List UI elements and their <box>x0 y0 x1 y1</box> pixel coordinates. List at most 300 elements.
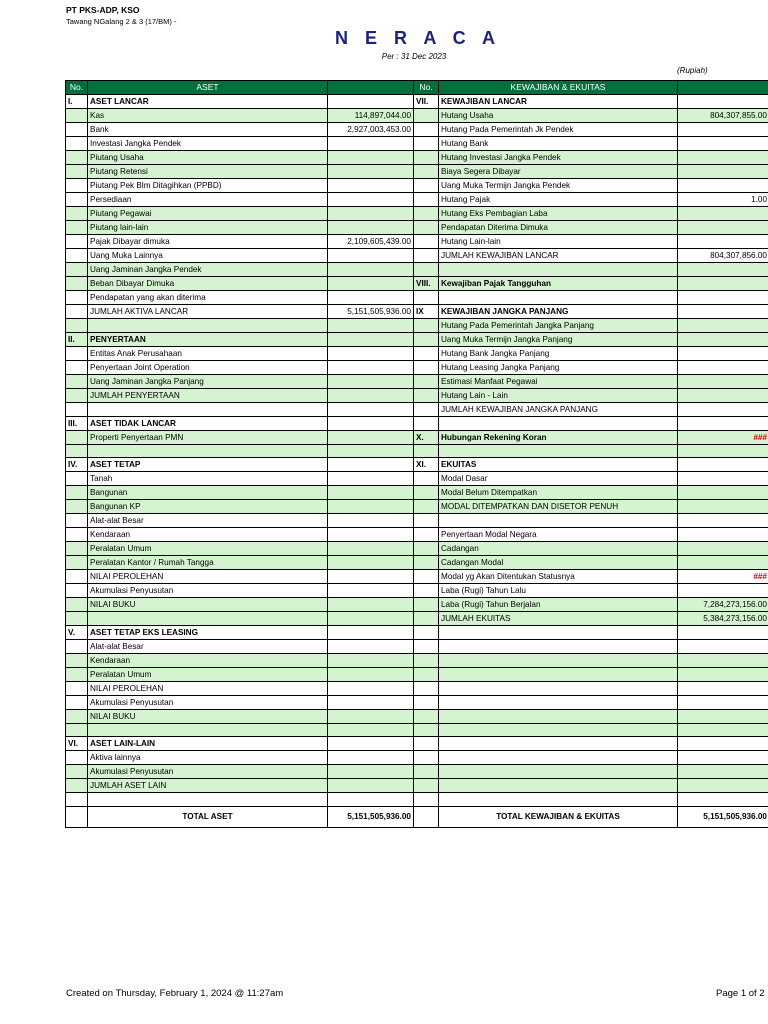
row-left-value <box>328 584 414 598</box>
row-left-number <box>66 193 88 207</box>
row-right-account: Hutang Pada Pemerintah Jangka Panjang <box>439 319 678 333</box>
table-row <box>66 710 768 724</box>
row-right-value <box>678 179 768 193</box>
row-left-value: 5,151,505,936.00 <box>328 305 414 319</box>
row-left-value <box>328 179 414 193</box>
table-row <box>66 263 768 277</box>
col-header-kewajiban: KEWAJIBAN & EKUITAS <box>439 81 678 95</box>
row-left-account: Kendaraan <box>88 528 328 542</box>
table-row <box>66 291 768 305</box>
table-row <box>66 779 768 793</box>
row-left-number <box>66 277 88 291</box>
row-left-account: Uang Jaminan Jangka Panjang <box>88 375 328 389</box>
row-left-account: Akumulasi Penyusutan <box>88 584 328 598</box>
row-right-account: Hutang Pajak <box>439 193 678 207</box>
row-left-value <box>328 221 414 235</box>
row-left-number <box>66 598 88 612</box>
table-row <box>66 109 768 123</box>
row-right-number <box>414 668 439 682</box>
row-right-account <box>439 765 678 779</box>
row-left-number <box>66 486 88 500</box>
row-right-value <box>678 500 768 514</box>
row-left-number <box>66 347 88 361</box>
table-row <box>66 793 768 806</box>
row-right-number <box>414 151 439 165</box>
row-right-number <box>414 263 439 277</box>
row-right-number <box>414 417 439 431</box>
row-right-number <box>414 654 439 668</box>
row-right-value <box>678 682 768 696</box>
row-left-number <box>66 151 88 165</box>
row-right-number <box>414 710 439 724</box>
row-right-account <box>439 626 678 640</box>
table-row <box>66 737 768 751</box>
row-left-account: Uang Muka Lainnya <box>88 249 328 263</box>
row-right-account <box>439 445 678 458</box>
row-right-number <box>414 500 439 514</box>
row-right-number <box>414 291 439 305</box>
row-left-account: Penyertaan Joint Operation <box>88 361 328 375</box>
table-row <box>66 277 768 291</box>
table-row <box>66 500 768 514</box>
table-row <box>66 151 768 165</box>
row-right-value <box>678 263 768 277</box>
row-left-value <box>328 472 414 486</box>
footer-page: Page 1 of 2 <box>716 988 765 999</box>
row-left-account: Investasi Jangka Pendek <box>88 137 328 151</box>
row-left-number <box>66 556 88 570</box>
row-right-account: Estimasi Manfaat Pegawai <box>439 375 678 389</box>
row-left-value <box>328 751 414 765</box>
col-header-kewajiban-value <box>678 81 768 95</box>
table-row <box>66 570 768 584</box>
row-left-account: Alat-alat Besar <box>88 514 328 528</box>
row-left-account: Akumulasi Penyusutan <box>88 696 328 710</box>
row-right-account: Cadangan Modal <box>439 556 678 570</box>
table-row <box>66 375 768 389</box>
row-right-value <box>678 319 768 333</box>
table-row <box>66 319 768 333</box>
row-left-value <box>328 793 414 806</box>
row-left-number <box>66 710 88 724</box>
total-kewajiban-label: TOTAL KEWAJIBAN & EKUITAS <box>439 806 678 827</box>
row-right-value: 804,307,855.00 <box>678 109 768 123</box>
row-left-account <box>88 445 328 458</box>
row-left-account: PENYERTAAN <box>88 333 328 347</box>
row-left-value <box>328 361 414 375</box>
row-right-value <box>678 458 768 472</box>
row-left-value: 2,927,003,453.00 <box>328 123 414 137</box>
row-left-account: NILAI BUKU <box>88 710 328 724</box>
table-row <box>66 403 768 417</box>
table-row <box>66 347 768 361</box>
total-aset-label: TOTAL ASET <box>88 806 328 827</box>
row-left-account: Akumulasi Penyusutan <box>88 765 328 779</box>
row-left-number: IV. <box>66 458 88 472</box>
row-left-value <box>328 542 414 556</box>
row-left-value <box>328 500 414 514</box>
row-right-value <box>678 737 768 751</box>
row-right-number <box>414 626 439 640</box>
row-left-value <box>328 333 414 347</box>
row-right-number <box>414 137 439 151</box>
row-left-value <box>328 710 414 724</box>
row-left-account: NILAI BUKU <box>88 598 328 612</box>
table-row <box>66 235 768 249</box>
row-left-number <box>66 640 88 654</box>
row-right-account: Pendapatan Diterima Dimuka <box>439 221 678 235</box>
row-left-value: 114,897,044.00 <box>328 109 414 123</box>
report-title: N E R A C A <box>334 28 501 48</box>
row-right-value <box>678 626 768 640</box>
table-row <box>66 123 768 137</box>
row-right-value <box>678 123 768 137</box>
row-left-account: Peralatan Umum <box>88 668 328 682</box>
row-right-number <box>414 640 439 654</box>
table-row <box>66 137 768 151</box>
row-left-account: Bank <box>88 123 328 137</box>
row-right-number <box>414 193 439 207</box>
row-right-account: Hutang Lain-lain <box>439 235 678 249</box>
row-right-account: Modal yg Akan Ditentukan Statusnya <box>439 570 678 584</box>
table-row <box>66 361 768 375</box>
table-row <box>66 528 768 542</box>
row-right-number <box>414 696 439 710</box>
row-right-number: VII. <box>414 95 439 109</box>
col-header-aset-value <box>328 81 414 95</box>
table-row <box>66 95 768 109</box>
row-right-account <box>439 640 678 654</box>
row-left-account: Kas <box>88 109 328 123</box>
row-left-account: NILAI PEROLEHAN <box>88 682 328 696</box>
row-left-number <box>66 514 88 528</box>
row-right-value: 1.00 <box>678 193 768 207</box>
row-left-value <box>328 277 414 291</box>
row-right-account: Hutang Leasing Jangka Panjang <box>439 361 678 375</box>
row-left-account: Tanah <box>88 472 328 486</box>
row-left-account: Bangunan <box>88 486 328 500</box>
row-right-value <box>678 472 768 486</box>
row-right-number <box>414 235 439 249</box>
row-right-account: Hutang Eks Pembagian Laba <box>439 207 678 221</box>
row-right-value <box>678 361 768 375</box>
row-right-account <box>439 779 678 793</box>
row-left-value <box>328 389 414 403</box>
row-right-value <box>678 668 768 682</box>
row-right-number <box>414 249 439 263</box>
row-right-number <box>414 682 439 696</box>
row-right-value <box>678 696 768 710</box>
row-right-account <box>439 291 678 305</box>
row-left-value <box>328 612 414 626</box>
row-left-value <box>328 528 414 542</box>
row-right-value <box>678 305 768 319</box>
row-right-number <box>414 123 439 137</box>
row-left-number <box>66 696 88 710</box>
table-row <box>66 445 768 458</box>
row-right-account <box>439 682 678 696</box>
row-left-number <box>66 319 88 333</box>
table-row <box>66 179 768 193</box>
row-right-value <box>678 584 768 598</box>
row-left-account: Uang Jaminan Jangka Pendek <box>88 263 328 277</box>
row-right-account: Modal Belum Ditempatkan <box>439 486 678 500</box>
row-left-number <box>66 751 88 765</box>
row-left-number <box>66 500 88 514</box>
row-left-value <box>328 765 414 779</box>
table-row <box>66 486 768 500</box>
row-left-number <box>66 528 88 542</box>
row-right-account <box>439 793 678 806</box>
table-row <box>66 417 768 431</box>
row-right-number <box>414 403 439 417</box>
row-right-number <box>414 793 439 806</box>
row-right-value <box>678 779 768 793</box>
row-right-value <box>678 640 768 654</box>
row-right-account: KEWAJIBAN JANGKA PANJANG <box>439 305 678 319</box>
row-left-value <box>328 445 414 458</box>
table-row <box>66 612 768 626</box>
row-right-number <box>414 584 439 598</box>
row-left-number <box>66 682 88 696</box>
row-right-account: KEWAJIBAN LANCAR <box>439 95 678 109</box>
row-left-number <box>66 668 88 682</box>
row-left-value <box>328 319 414 333</box>
row-right-account: Cadangan <box>439 542 678 556</box>
row-left-number <box>66 542 88 556</box>
row-left-number <box>66 779 88 793</box>
row-right-account: Laba (Rugi) Tahun Berjalan <box>439 598 678 612</box>
row-right-number: IX <box>414 305 439 319</box>
row-right-value <box>678 235 768 249</box>
row-right-number: XI. <box>414 458 439 472</box>
row-right-number <box>414 445 439 458</box>
row-right-value <box>678 556 768 570</box>
row-right-number <box>414 109 439 123</box>
row-left-value <box>328 668 414 682</box>
row-right-number <box>414 333 439 347</box>
row-left-account: Piutang Retensi <box>88 165 328 179</box>
row-right-value <box>678 151 768 165</box>
row-right-value <box>678 347 768 361</box>
row-right-value: 804,307,856.00 <box>678 249 768 263</box>
row-left-number: I. <box>66 95 88 109</box>
row-left-number <box>66 765 88 779</box>
row-right-number <box>414 375 439 389</box>
row-left-value <box>328 291 414 305</box>
row-right-number <box>414 528 439 542</box>
row-right-account: EKUITAS <box>439 458 678 472</box>
row-right-number <box>414 751 439 765</box>
row-right-value <box>678 375 768 389</box>
row-right-value <box>678 417 768 431</box>
row-right-account <box>439 696 678 710</box>
row-left-number <box>66 291 88 305</box>
row-right-number <box>414 472 439 486</box>
row-right-account <box>439 263 678 277</box>
row-left-value <box>328 570 414 584</box>
table-row <box>66 193 768 207</box>
row-left-account: Piutang Pek Blm Ditagihkan (PPBD) <box>88 179 328 193</box>
row-right-account <box>439 417 678 431</box>
row-left-value <box>328 514 414 528</box>
table-row <box>66 556 768 570</box>
table-row <box>66 389 768 403</box>
row-left-value <box>328 696 414 710</box>
row-left-value <box>328 95 414 109</box>
row-left-value <box>328 654 414 668</box>
row-left-number <box>66 235 88 249</box>
row-right-account <box>439 654 678 668</box>
row-left-value <box>328 207 414 221</box>
row-left-value <box>328 737 414 751</box>
row-left-account <box>88 403 328 417</box>
table-row <box>66 598 768 612</box>
row-left-number: V. <box>66 626 88 640</box>
table-row <box>66 584 768 598</box>
row-right-value: ### <box>678 431 768 445</box>
table-row <box>66 696 768 710</box>
table-row <box>66 542 768 556</box>
row-right-value <box>678 793 768 806</box>
row-left-value <box>328 598 414 612</box>
table-row <box>66 472 768 486</box>
table-row <box>66 305 768 319</box>
row-right-account: Uang Muka Termijn Jangka Panjang <box>439 333 678 347</box>
row-right-account: JUMLAH EKUITAS <box>439 612 678 626</box>
row-left-number <box>66 793 88 806</box>
row-left-number <box>66 179 88 193</box>
row-left-value <box>328 263 414 277</box>
row-right-value <box>678 445 768 458</box>
row-right-account: JUMLAH KEWAJIBAN LANCAR <box>439 249 678 263</box>
totals-row <box>66 806 768 827</box>
row-left-account: Properti Penyertaan PMN <box>88 431 328 445</box>
row-left-account: ASET LANCAR <box>88 95 328 109</box>
row-right-number <box>414 737 439 751</box>
row-right-number <box>414 612 439 626</box>
row-left-value <box>328 486 414 500</box>
row-left-value <box>328 375 414 389</box>
table-row <box>66 765 768 779</box>
row-left-number <box>66 207 88 221</box>
row-left-number <box>66 263 88 277</box>
row-left-account: Pajak Dibayar dimuka <box>88 235 328 249</box>
row-right-number <box>414 598 439 612</box>
row-right-account: Hutang Pada Pemerintah Jk Pendek <box>439 123 678 137</box>
row-right-value <box>678 654 768 668</box>
row-right-account: Hubungan Rekening Koran <box>439 431 678 445</box>
row-left-number: II. <box>66 333 88 347</box>
table-row <box>66 165 768 179</box>
row-right-account <box>439 737 678 751</box>
row-left-number <box>66 123 88 137</box>
row-left-account: Peralatan Kantor / Rumah Tangga <box>88 556 328 570</box>
row-left-number <box>66 375 88 389</box>
table-row <box>66 458 768 472</box>
footer-created: Created on Thursday, February 1, 2024 @ 11:27am <box>66 988 284 999</box>
row-left-number <box>66 584 88 598</box>
row-right-value <box>678 137 768 151</box>
row-right-account: MODAL DITEMPATKAN DAN DISETOR PENUH <box>439 500 678 514</box>
row-right-number <box>414 179 439 193</box>
row-right-number <box>414 221 439 235</box>
row-left-value <box>328 165 414 179</box>
row-right-number <box>414 765 439 779</box>
row-left-account <box>88 793 328 806</box>
row-right-value <box>678 165 768 179</box>
row-left-account: Peralatan Umum <box>88 542 328 556</box>
row-right-number <box>414 724 439 737</box>
row-left-number <box>66 361 88 375</box>
row-right-value <box>678 277 768 291</box>
company-name: PT PKS-ADP, KSO <box>66 5 140 15</box>
table-row <box>66 207 768 221</box>
row-left-value <box>328 682 414 696</box>
row-left-account: JUMLAH ASET LAIN <box>88 779 328 793</box>
row-left-value <box>328 151 414 165</box>
row-left-value: 2,109,605,439.00 <box>328 235 414 249</box>
row-left-value <box>328 724 414 737</box>
row-right-account: Hutang Bank <box>439 137 678 151</box>
row-left-number: VI. <box>66 737 88 751</box>
row-right-value <box>678 528 768 542</box>
row-right-value <box>678 403 768 417</box>
row-left-account: ASET TETAP EKS LEASING <box>88 626 328 640</box>
row-right-number <box>414 570 439 584</box>
row-right-account: Kewajiban Pajak Tangguhan <box>439 277 678 291</box>
table-row <box>66 724 768 737</box>
row-right-value <box>678 514 768 528</box>
row-left-account <box>88 319 328 333</box>
table-row <box>66 640 768 654</box>
row-right-account: Hutang Investasi Jangka Pendek <box>439 151 678 165</box>
row-right-account: Biaya Segera Dibayar <box>439 165 678 179</box>
col-header-no-left: No. <box>66 81 88 95</box>
row-left-value <box>328 137 414 151</box>
row-left-number <box>66 403 88 417</box>
row-right-number: VIII. <box>414 277 439 291</box>
row-right-number <box>414 542 439 556</box>
row-left-value <box>328 556 414 570</box>
row-left-number <box>66 109 88 123</box>
col-header-aset: ASET <box>88 81 328 95</box>
table-row <box>66 668 768 682</box>
row-right-account: Modal Dasar <box>439 472 678 486</box>
row-right-number <box>414 207 439 221</box>
row-right-account: Hutang Usaha <box>439 109 678 123</box>
row-right-account <box>439 724 678 737</box>
row-right-number <box>414 361 439 375</box>
row-right-value <box>678 751 768 765</box>
company-address: Tawang NGalang 2 & 3 (17/BM) - <box>66 17 177 26</box>
total-spacer-left <box>66 806 88 827</box>
row-right-number <box>414 389 439 403</box>
row-right-number <box>414 347 439 361</box>
balance-sheet-table <box>65 80 768 828</box>
row-right-value: 5,384,273,156.00 <box>678 612 768 626</box>
table-row <box>66 682 768 696</box>
row-left-number <box>66 165 88 179</box>
table-header-row <box>66 81 768 95</box>
row-left-number <box>66 249 88 263</box>
table-row <box>66 514 768 528</box>
row-left-number <box>66 221 88 235</box>
row-left-account: JUMLAH PENYERTAAN <box>88 389 328 403</box>
row-left-account: ASET TIDAK LANCAR <box>88 417 328 431</box>
col-header-no-right: No. <box>414 81 439 95</box>
row-left-account: Beban Dibayar Dimuka <box>88 277 328 291</box>
